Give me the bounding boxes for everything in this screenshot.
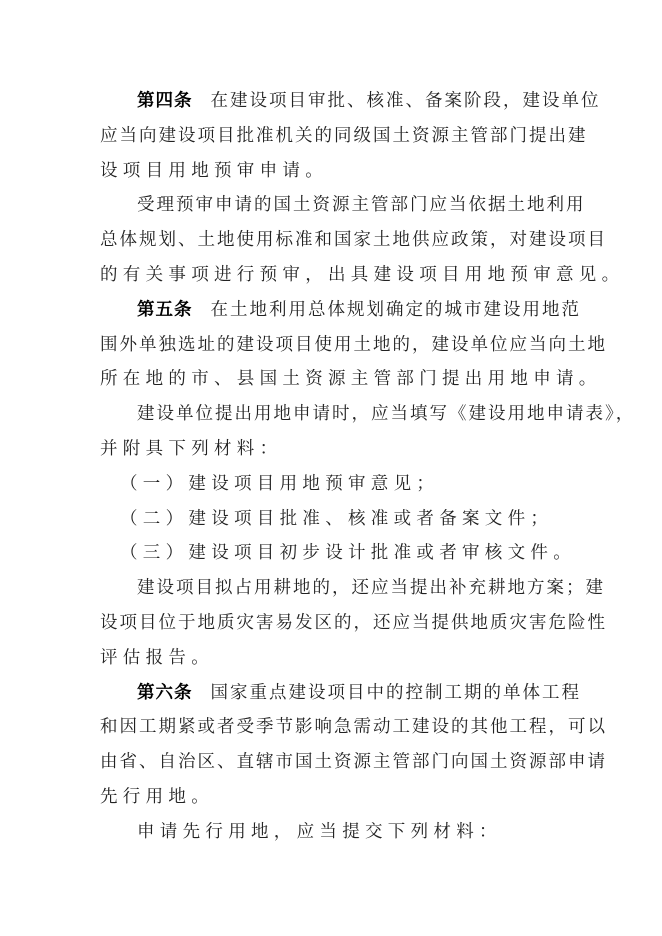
line-text: 建设项目拟占用耕地的，还应当提出补充耕地方案；建 xyxy=(137,578,605,599)
text-line xyxy=(100,780,564,815)
line-text: 评估报告。 xyxy=(100,647,214,668)
article-number: 第六条 xyxy=(137,682,193,703)
text-line xyxy=(100,467,564,502)
text-line xyxy=(100,84,601,119)
line-text: 在建设项目审批、核准、备案阶段，建设单位 xyxy=(210,91,601,111)
text-line xyxy=(100,223,607,258)
line-text: 设项目用地预审申请。 xyxy=(100,160,328,181)
text-line xyxy=(100,362,602,397)
line-text: 所在地的市、县国土资源主管部门提出用地申请。 xyxy=(100,369,602,390)
line-text: 国家重点建设项目中的控制工期的单体工程 xyxy=(210,682,581,703)
article-number: 第五条 xyxy=(137,299,193,320)
text-line xyxy=(100,119,588,154)
line-text: 在土地利用总体规划确定的城市建设用地范 xyxy=(210,299,581,320)
text-line xyxy=(100,188,586,223)
text-line xyxy=(100,293,581,328)
text-line xyxy=(100,397,636,432)
line-text: （一）建设项目用地预审意见； xyxy=(120,473,440,494)
text-line xyxy=(100,536,576,571)
line-text: （三）建设项目初步设计批准或者审核文件。 xyxy=(120,543,576,564)
article-number: 第四条 xyxy=(137,91,193,111)
line-text: 设项目位于地质灾害易发区的，还应当提供地质灾害危险性 xyxy=(100,612,607,633)
text-line xyxy=(100,676,581,711)
text-line xyxy=(100,641,564,676)
text-line xyxy=(100,745,607,780)
line-text: （二）建设项目批准、核准或者备案文件； xyxy=(120,508,554,529)
text-line xyxy=(100,815,564,850)
line-text: 应当向建设项目批准机关的同级国土资源主管部门提出建 xyxy=(100,125,588,146)
line-text: 和因工期紧或者受季节影响急需动工建设的其他工程，可以 xyxy=(100,717,607,738)
line-text: 的有关事项进行预审，出具建设项目用地预审意见。 xyxy=(100,264,625,285)
line-text: 建设单位提出用地申请时，应当填写《建设用地申请表》， xyxy=(137,404,636,425)
line-text: 围外单独选址的建设项目使用土地的，建设单位应当向土地 xyxy=(100,334,607,355)
text-line xyxy=(100,154,564,189)
line-text: 并附具下列材料： xyxy=(100,438,283,459)
line-text: 受理预审申请的国土资源主管部门应当依据土地利用 xyxy=(137,195,586,216)
document-body xyxy=(100,84,636,850)
text-line xyxy=(100,606,607,641)
line-text: 由省、自治区、直辖市国土资源主管部门向国土资源部申请 xyxy=(100,752,607,773)
line-text: 先行用地。 xyxy=(100,786,214,807)
text-line xyxy=(100,571,605,606)
text-line xyxy=(100,710,607,745)
text-line xyxy=(100,502,564,537)
text-line xyxy=(100,258,625,293)
text-line xyxy=(100,328,607,363)
text-line xyxy=(100,432,564,467)
line-text: 总体规划、土地使用标准和国家土地供应政策，对建设项目 xyxy=(100,230,607,251)
line-text: 申请先行用地，应当提交下列材料： xyxy=(137,821,502,842)
